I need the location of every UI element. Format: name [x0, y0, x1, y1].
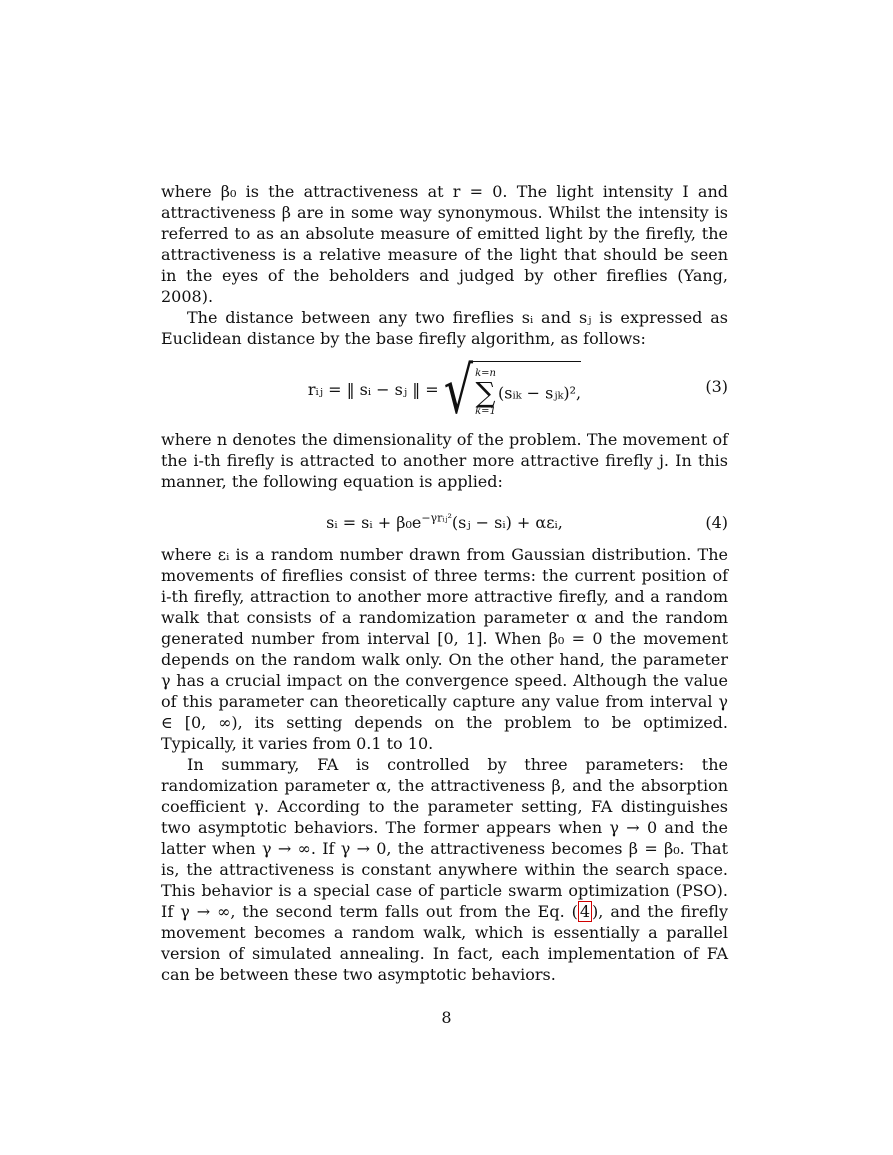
- paragraph-1: where β₀ is the attractiveness at r = 0. The light intensity I and attractiveness β are in some way synonymous. Whilst the intensity is referred to as an absolute measure of emitted light by the firefly, the attractiveness is a relative measure of the light that should be seen in the eyes of the beholders and judged by other fireflies (Yang, 2008).: [161, 182, 728, 306]
- equation-3-lhs: rᵢⱼ = ‖ sᵢ − sⱼ ‖ =: [307, 380, 439, 399]
- equation-3-number: (3): [705, 377, 728, 396]
- equation-4-lhs: sᵢ = sᵢ + β₀e: [326, 513, 422, 532]
- equation-reference-link[interactable]: 4: [579, 902, 591, 921]
- page-body: [161, 181, 728, 985]
- paragraph-4: where εᵢ is a random number drawn from Gaussian distribution. The movements of fireflies consist of three terms: the current position of i-th firefly, attraction to another more attractive firefly, and a random walk that consists of a randomization parameter α and the random generated number from interval [0, 1]. When β₀ = 0 the movement depends on the random walk only. On the other hand, the parameter γ has a crucial impact on the convergence speed. Although the value of this parameter can theoretically capture any value from interval γ ∈ [0, ∞), its setting depends on the problem to be optimized. Typically, it varies from 0.1 to 10.: [161, 545, 728, 753]
- sum-upper-limit: k=n: [475, 368, 496, 379]
- paragraph-5: [161, 754, 728, 985]
- sqrt-icon: √: [443, 351, 474, 428]
- equation-4: [161, 504, 728, 540]
- equation-3-sum-body: (sᵢₖ − sⱼₖ)²,: [497, 383, 582, 403]
- sum-lower-limit: k=1: [475, 406, 496, 417]
- equation-4-number: (4): [705, 513, 728, 532]
- paragraph-5-part-2: ), and the firefly movement becomes a random walk, which is essentially a parallel version of simulated annealing. In fact, each implementation of FA can be between these two asymptotic behaviors.: [161, 902, 729, 984]
- summation-icon: k=n ∑ k=1: [475, 368, 496, 417]
- equation-4-rhs: (sⱼ − sᵢ) + αεᵢ,: [451, 513, 563, 532]
- equation-3: [161, 353, 728, 429]
- equation-4-exponent: −γrᵢⱼ²: [421, 511, 452, 525]
- page-number: 8: [441, 1008, 452, 1027]
- equation-3-radicand: [473, 361, 581, 418]
- paragraph-2: The distance between any two fireflies sᵢ and sⱼ is expressed as Euclidean distance by the base firefly algorithm, as follows:: [161, 308, 728, 348]
- paragraph-5-part-1: In summary, FA is controlled by three parameters: the randomization parameter α, the attractiveness β, and the absorption coefficient γ. According to the parameter setting, FA distinguishes two asymptotic behaviors. The former appears when γ → 0 and the latter when γ → ∞. If γ → 0, the attractiveness becomes β = β₀. That is, the attractiveness is constant anywhere within the search space. This behavior is a special case of particle swarm optimization (PSO). If γ → ∞, the second term falls out from the Eq. (: [161, 755, 728, 921]
- paragraph-3: where n denotes the dimensionality of the problem. The movement of the i-th firefly is attracted to another more attractive firefly j. In this manner, the following equation is applied:: [161, 430, 728, 491]
